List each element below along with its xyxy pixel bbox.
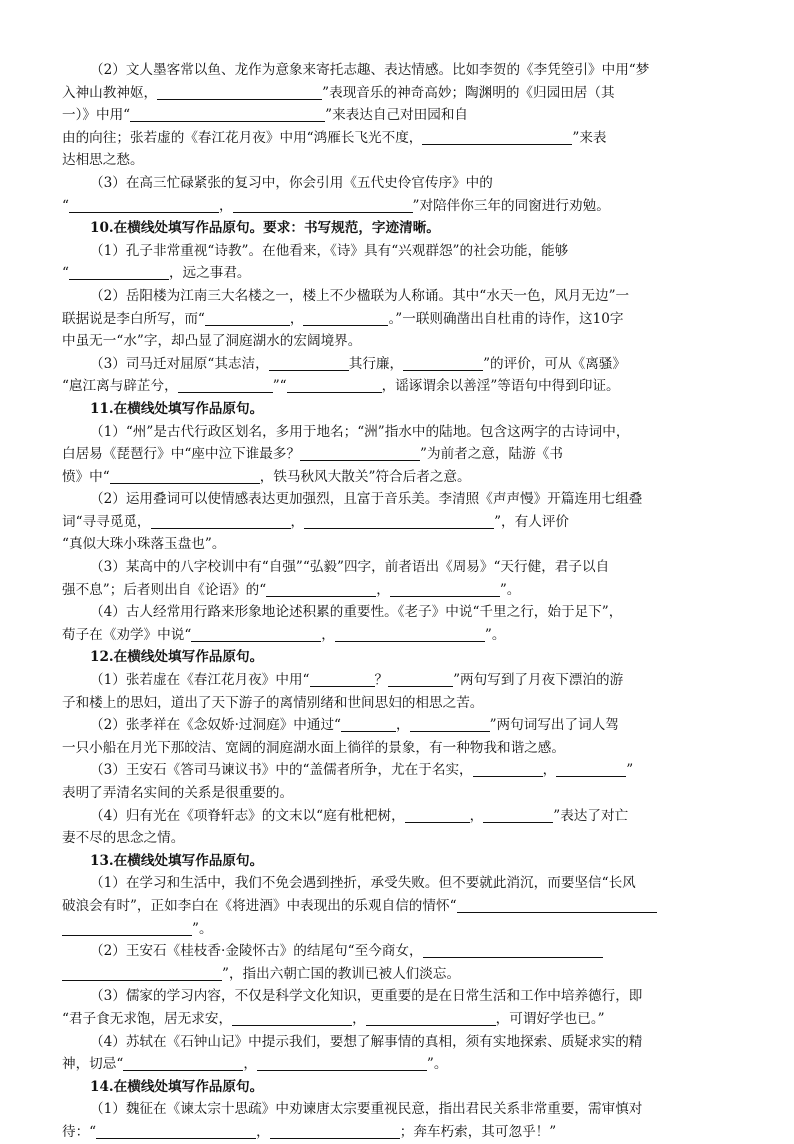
line-text: ”。: [484, 626, 506, 643]
text-line: [62, 985, 736, 1008]
line-text: （3）儒家的学习内容，不仅是科学文化知识，更重要的是在日常生活和工作中培养德行，即: [90, 988, 643, 1005]
fill-in-blank[interactable]: [151, 512, 291, 529]
line-text: ，: [542, 762, 557, 779]
text-line: [62, 940, 736, 963]
line-text: 10.在横线处填写作品原句。要求：书写规范，字迹清晰。: [90, 220, 440, 237]
text-line: [62, 127, 736, 150]
fill-in-blank[interactable]: [304, 512, 494, 529]
line-text: 一）》中用“: [62, 107, 131, 124]
fill-in-blank[interactable]: [457, 896, 657, 913]
text-line: [62, 1008, 736, 1031]
fill-in-blank[interactable]: [62, 964, 222, 981]
text-line: [62, 669, 736, 692]
fill-in-blank[interactable]: [341, 715, 396, 732]
text-line: [62, 375, 736, 398]
text-line: [62, 918, 736, 941]
fill-in-blank[interactable]: [300, 444, 420, 461]
line-text: 入神山教神妪，: [62, 84, 158, 101]
text-line: [62, 443, 736, 466]
line-text: （3）在高三忙碌紧张的复习中，你会引用《五代史伶官传序》中的: [90, 174, 493, 191]
line-text: ”两句写到了月夜下漂泊的游: [453, 672, 624, 689]
text-line: [62, 805, 736, 828]
question-heading: [62, 217, 736, 240]
fill-in-blank[interactable]: [303, 309, 388, 326]
fill-in-blank[interactable]: [390, 580, 500, 597]
line-text: 12.在横线处填写作品原句。: [90, 649, 264, 666]
fill-in-blank[interactable]: [69, 196, 219, 213]
question-heading: [62, 850, 736, 873]
line-text: 。”一联则确凿出自杜甫的诗作，这10字: [388, 310, 624, 327]
text-line: [62, 692, 736, 715]
text-line: [62, 782, 736, 805]
line-text: ”。: [426, 1056, 448, 1073]
line-text: ”来表达自己对田园和自: [325, 107, 469, 124]
text-line: [62, 82, 736, 105]
text-line: [62, 1031, 736, 1054]
line-text: ”表现音乐的神奇高妙；陶渊明的《归园田居（其: [322, 84, 615, 101]
text-line: [62, 262, 736, 285]
line-text: ，: [243, 1056, 257, 1073]
line-text: 11.在横线处填写作品原句。: [90, 400, 264, 417]
fill-in-blank[interactable]: [123, 1054, 243, 1071]
line-text: ，: [218, 197, 233, 214]
fill-in-blank[interactable]: [233, 196, 413, 213]
fill-in-blank[interactable]: [157, 83, 322, 100]
line-text: （2）王安石《桂枝香·金陵怀古》的结尾句“至今商女，: [90, 943, 423, 960]
text-line: [62, 759, 736, 782]
line-text: ，: [321, 626, 335, 643]
text-line: [62, 149, 736, 172]
line-text: ”“: [272, 378, 287, 395]
line-text: 其行廉，: [348, 355, 404, 372]
line-text: ，远之事君。: [168, 265, 251, 282]
text-line: [62, 308, 736, 331]
line-text: ”，有人评价: [494, 513, 570, 530]
line-text: （1）“州”是古代行政区划名，多用于地名；“洲”指水中的陆地。包含这两字的古诗词中，: [90, 423, 630, 440]
question-heading: [62, 1076, 736, 1099]
line-text: 待：“: [62, 1123, 97, 1140]
line-text: （3）王安石《答司马谏议书》中的“盖儒者所争，尤在于名实，: [90, 762, 473, 779]
line-text: “真似大珠小珠落玉盘也”。: [62, 536, 226, 553]
fill-in-blank[interactable]: [257, 1054, 427, 1071]
line-text: ”两句词写出了词人驾: [489, 717, 619, 734]
fill-in-blank[interactable]: [191, 625, 321, 642]
line-text: 表明了弄清名实间的关系是很重要的。: [62, 785, 294, 801]
line-text: 荀子在《劝学》中说“: [62, 626, 192, 643]
line-text: （1）张若虚在《春江花月夜》中用“: [90, 672, 310, 689]
line-text: ，: [376, 581, 390, 598]
text-line: [62, 1053, 736, 1076]
fill-in-blank[interactable]: [310, 670, 375, 687]
fill-in-blank[interactable]: [270, 1122, 400, 1139]
line-text: 破浪会有时”，正如李白在《将进酒》中表现出的乐观自信的情怀“: [62, 897, 457, 914]
fill-in-blank[interactable]: [483, 806, 553, 823]
line-text: ”表达了对亡: [553, 807, 629, 824]
line-text: （3）司马迁对屈原“其志洁，: [90, 355, 269, 372]
text-line: [62, 601, 736, 624]
line-text: ”来表: [572, 129, 607, 146]
text-line: [62, 579, 736, 602]
line-text: （1）孔子非常重视“诗教”。在他看来，《诗》具有“兴观群怨”的社会功能，能够: [90, 242, 569, 259]
line-text: 由的向往；张若虚的《春江花月夜》中用“鸿雁长飞光不度，: [62, 129, 423, 146]
fill-in-blank[interactable]: [110, 467, 260, 484]
line-text: ；奔车朽索，其可忽乎！”: [399, 1123, 557, 1140]
line-text: （2）文人墨客常以鱼、龙作为意象来寄托志趣、表达情感。比如李贺的《李凭箜引》中用“梦: [90, 62, 650, 78]
line-text: 白居易《琵琶行》中“座中泣下谁最多？: [62, 446, 301, 463]
line-text: 强不息”；后者则出自《论语》的“: [62, 581, 267, 598]
line-text: （4）苏轼在《石钟山记》中提示我们，要想了解事情的真相，须有实地探索、质疑求实的精: [90, 1033, 643, 1050]
text-line: [62, 488, 736, 511]
text-line: [62, 872, 736, 895]
line-text: （4）古人经常用行路来形象地论述积累的重要性。《老子》中说“千里之行，始于足下”，: [90, 604, 623, 621]
fill-in-blank[interactable]: [335, 625, 485, 642]
line-text: ”，指出六朝亡国的教训已被人们淡忘。: [222, 965, 461, 982]
line-text: ，可谓好学也已。”: [495, 1010, 605, 1027]
line-text: 13.在横线处填写作品原句。: [90, 852, 264, 869]
line-text: “扈江离与辟芷兮，: [62, 378, 178, 395]
text-line: [62, 737, 736, 760]
fill-in-blank[interactable]: [473, 760, 543, 777]
text-line: [62, 895, 736, 918]
line-text: 中虽无一“水”字，却凸显了洞庭湖水的宏阔境界。: [62, 333, 362, 350]
fill-in-blank[interactable]: [266, 580, 376, 597]
line-text: （2）张孝祥在《念奴娇·过洞庭》中通过“: [90, 717, 342, 734]
line-text: 子和楼上的思妇，道出了天下游子的离情别绪和世间思妇的相思之苦。: [62, 694, 484, 711]
line-text: ”为前者之意，陆游《书: [420, 446, 563, 463]
text-line: [62, 714, 736, 737]
text-line: [62, 466, 736, 489]
line-text: 14.在横线处填写作品原句。: [90, 1078, 264, 1095]
line-text: ，铁马秋风大散关”符合后者之意。: [259, 468, 471, 485]
text-line: [62, 104, 736, 127]
line-text: ，: [469, 807, 484, 824]
line-text: “: [62, 197, 69, 214]
line-text: 一只小船在月光下那皎洁、宽阔的洞庭湖水面上徜徉的景象，有一种物我和谐之感。: [62, 739, 565, 756]
text-line: [62, 624, 736, 647]
line-text: ”。: [192, 920, 213, 937]
line-text: ”: [626, 762, 634, 779]
line-text: ”的评价，可从《离骚》: [483, 355, 626, 372]
fill-in-blank[interactable]: [205, 309, 290, 326]
fill-in-blank[interactable]: [178, 376, 273, 393]
text-line: [62, 59, 736, 82]
line-text: （2）岳阳楼为江南三大名楼之一，楼上不少楹联为人称诵。其中“水天一色，风月无边”一: [90, 287, 630, 304]
text-line: [62, 511, 736, 534]
line-text: （4）归有光在《项脊轩志》的文末以“庭有枇杷树，: [90, 807, 405, 824]
fill-in-blank[interactable]: [269, 354, 349, 371]
text-line: [62, 172, 736, 195]
text-line: [62, 556, 736, 579]
line-text: ？: [374, 672, 389, 689]
line-text: “君子食无求饱，居无求安，: [62, 1010, 233, 1027]
line-text: ”。: [499, 581, 521, 598]
fill-in-blank[interactable]: [69, 263, 169, 280]
line-text: 神，切忌“: [62, 1056, 124, 1073]
line-text: ”对陪伴你三年的同窗进行劝勉。: [412, 197, 610, 214]
fill-in-blank[interactable]: [405, 806, 470, 823]
line-text: 词“寻寻觅觅，: [62, 513, 151, 530]
line-text: 愤》中“: [62, 468, 110, 485]
text-line: [62, 1098, 736, 1121]
fill-in-blank[interactable]: [423, 941, 603, 958]
fill-in-blank[interactable]: [366, 1009, 496, 1026]
fill-in-blank[interactable]: [556, 760, 626, 777]
text-line: [62, 195, 736, 218]
line-text: （1）在学习和生活中，我们不免会遇到挫折，承受失败。但不要就此消沉，而要坚信“长风: [90, 875, 636, 892]
text-line: [62, 353, 736, 376]
line-text: ，: [396, 717, 410, 734]
fill-in-blank[interactable]: [62, 919, 192, 936]
fill-in-blank[interactable]: [232, 1009, 352, 1026]
question-heading: [62, 646, 736, 669]
document-body: [62, 59, 736, 1144]
line-text: 妻不尽的思念之情。: [62, 830, 185, 847]
line-text: “: [62, 265, 69, 282]
line-text: ，: [289, 310, 304, 327]
fill-in-blank[interactable]: [130, 105, 325, 122]
fill-in-blank[interactable]: [96, 1122, 256, 1139]
line-text: ，: [290, 513, 305, 530]
line-text: （1）魏征在《谏太宗十思疏》中劝谏唐太宗要重视民意，指出君民关系非常重要，需审慎对: [90, 1101, 643, 1118]
line-text: （2）运用叠词可以使情感表达更加强烈，且富于音乐美。李清照《声声慢》开篇连用七组叠: [90, 491, 643, 508]
text-line: [62, 285, 736, 308]
line-text: ，谣诼谓余以善淫”等语句中得到印证。: [381, 378, 620, 395]
fill-in-blank[interactable]: [422, 128, 572, 145]
text-line: [62, 330, 736, 353]
text-line: [62, 421, 736, 444]
fill-in-blank[interactable]: [287, 376, 382, 393]
fill-in-blank[interactable]: [410, 715, 490, 732]
line-text: ，: [256, 1123, 270, 1140]
text-line: [62, 963, 736, 986]
text-line: [62, 240, 736, 263]
line-text: 达相思之愁。: [62, 152, 144, 169]
question-heading: [62, 398, 736, 421]
text-line: [62, 827, 736, 850]
text-line: [62, 1121, 736, 1144]
line-text: 联据说是李白所写，而“: [62, 310, 205, 327]
line-text: ，: [352, 1010, 366, 1027]
fill-in-blank[interactable]: [403, 354, 483, 371]
text-line: [62, 533, 736, 556]
line-text: （3）某高中的八字校训中有“自强”“弘毅”四字，前者语出《周易》“天行健，君子以自: [90, 559, 610, 576]
fill-in-blank[interactable]: [388, 670, 453, 687]
